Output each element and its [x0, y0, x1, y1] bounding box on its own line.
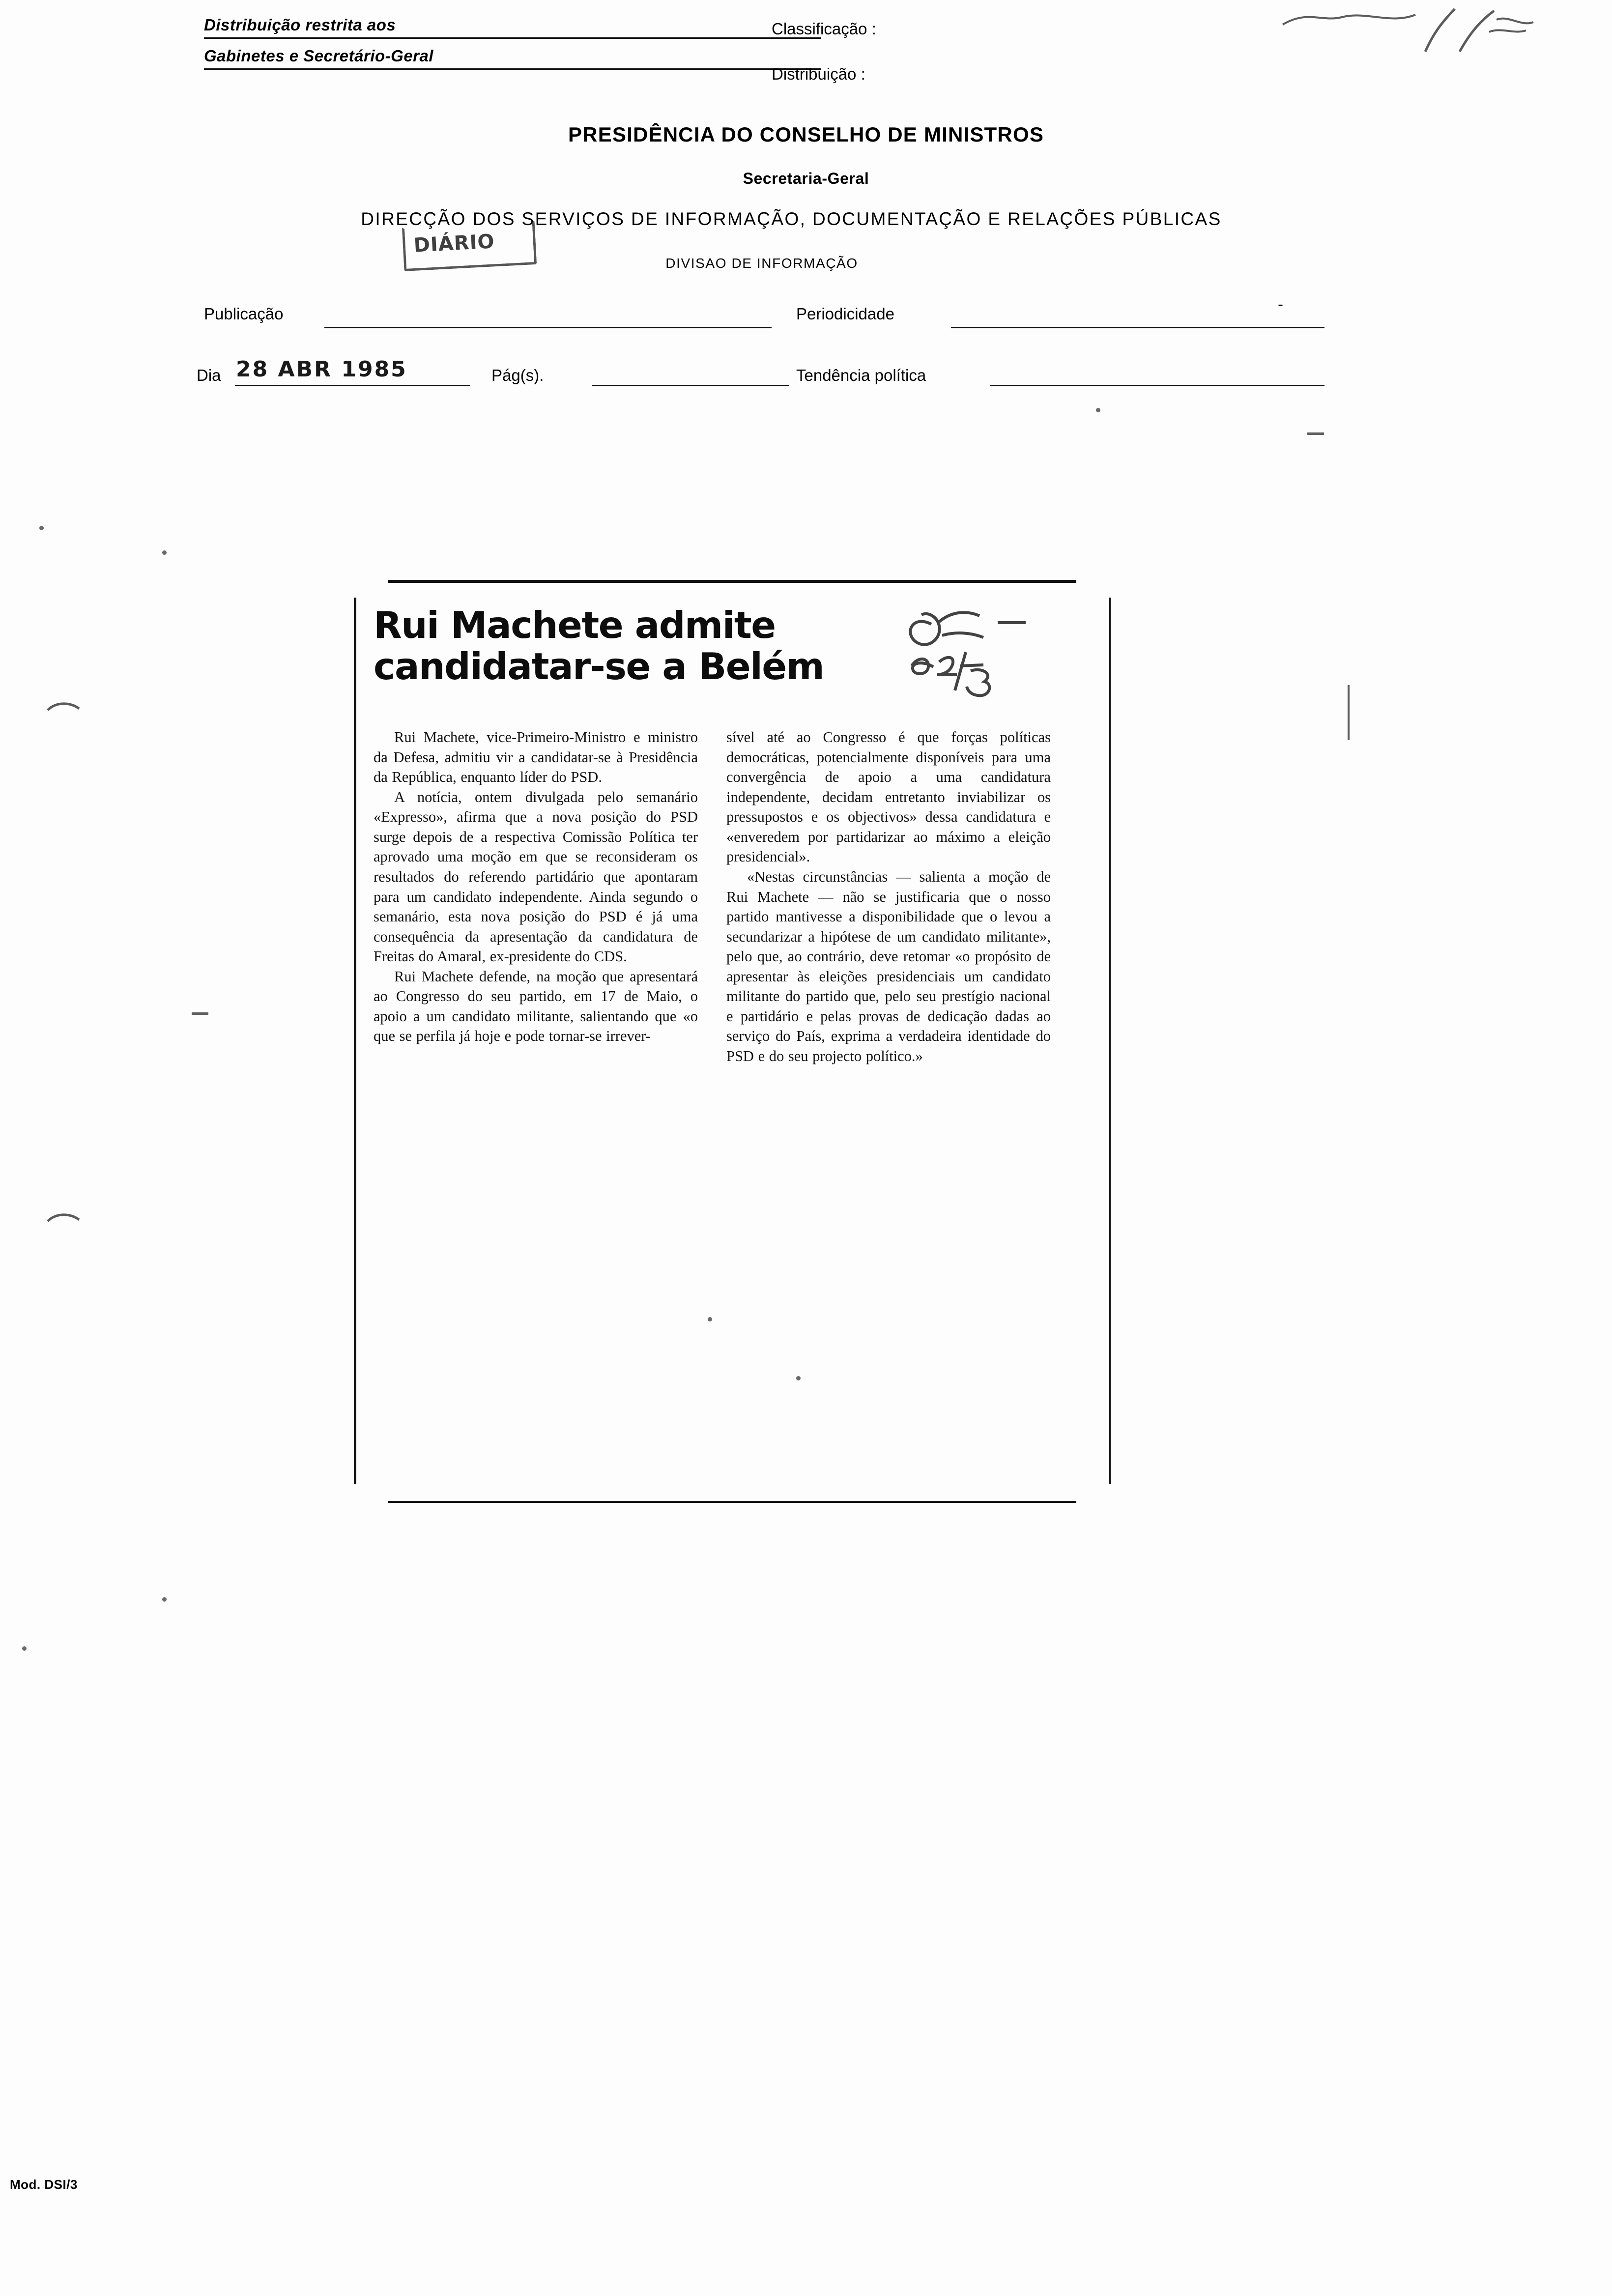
stray-mark: [1342, 683, 1356, 742]
stray-mark: [1096, 408, 1100, 412]
stray-mark: [192, 1012, 208, 1015]
article-columns: [374, 727, 1081, 1066]
stray-mark: [39, 526, 44, 530]
tendency-label: Tendência política: [796, 366, 926, 384]
periodicity-dash-mark: -: [1278, 295, 1283, 313]
publication-input-rule[interactable]: [324, 327, 772, 328]
paragraph: Rui Machete, vice-Primeiro-Ministro e ministro da Defesa, admitiu vir a candidatar-se à Presidência da República, enquanto líder do PSD.: [374, 729, 698, 786]
day-input-rule[interactable]: [235, 385, 470, 386]
handwritten-annotation-icon: [897, 597, 1059, 715]
stray-mark: [47, 1209, 81, 1229]
diario-stamp: [402, 220, 537, 271]
publication-label: Publicação: [204, 305, 284, 323]
stray-mark: [47, 698, 81, 718]
handwritten-scribble-icon: [1278, 5, 1543, 59]
clipping-bottom-rule: [388, 1501, 1076, 1503]
paragraph: Rui Machete defende, na moção que apresentará ao Congresso do seu partido, em 17 de Maio, o apoio a um candidato militante, salientando que «o que se perfila já hoje e pode tornar-se irrever-: [374, 968, 698, 1045]
headline-line-2: candidatar-se a Belém: [374, 645, 824, 688]
headline-line-1: Rui Machete admite: [374, 603, 776, 647]
classification-label: Classificação :: [772, 20, 876, 38]
form-code: Mod. DSI/3: [10, 2177, 78, 2192]
article-column-right: [726, 727, 1051, 1066]
day-value: 28 ABR 1985: [236, 357, 407, 382]
clipping-left-rule: [354, 598, 356, 1484]
organization-subtitle: Secretaria-Geral: [743, 170, 869, 187]
stray-mark: [162, 550, 167, 555]
pages-input-rule[interactable]: [592, 385, 789, 386]
division-title: DIVISAO DE INFORMAÇÃO: [665, 256, 858, 271]
stamp-text: DIÁRIO: [413, 230, 495, 257]
distribution-label: Distribuição :: [772, 65, 865, 83]
stray-mark: [22, 1646, 27, 1651]
stray-mark: [162, 1597, 167, 1602]
stray-mark: [1307, 432, 1324, 435]
article-column-left: [374, 727, 698, 1066]
pages-label: Pág(s).: [491, 366, 544, 384]
department-title: DIRECÇÃO DOS SERVIÇOS DE INFORMAÇÃO, DOCUMENTAÇÃO E RELAÇÕES PÚBLICAS: [361, 209, 1222, 229]
paragraph: sível até ao Congresso é que forças políticas democráticas, potencialmente disponíveis para uma convergência de apoio a uma candidatura independente, decidam entretanto inviabilizar os pressupostos e os objectivos» dessa candidatura e «enveredem por partidarizar ao máximo a eleição presidencial».: [726, 729, 1051, 865]
article-headline: [374, 604, 894, 687]
day-label: Dia: [197, 366, 221, 384]
organization-title: PRESIDÊNCIA DO CONSELHO DE MINISTROS: [568, 123, 1044, 146]
distribution-line-2: Gabinetes e Secretário-Geral: [204, 47, 821, 70]
distribution-line-1: Distribuição restrita aos: [204, 16, 821, 39]
periodicity-input-rule[interactable]: [951, 327, 1324, 328]
newspaper-clipping: [354, 580, 1111, 1514]
clipping-right-rule: [1109, 598, 1111, 1484]
paragraph: «Nestas circunstâncias — salienta a moção de Rui Machete — não se justificaria que o nosso partido mantivesse a disponibilidade que o levou a secundarizar a hipótese de um candidato militante», pelo que, ao contrário, deve retomar «o propósito de apresentar às eleições presidenciais um candidato militante do partido que, pelo seu prestígio nacional e partidário e pelas provas de dedicação dadas ao serviço do País, exprima a verdadeira identidade do PSD e do seu projecto político.»: [726, 868, 1051, 1064]
paragraph: A notícia, ontem divulgada pelo semanário «Expresso», afirma que a nova posição do PSD surge depois de a respectiva Comissão Política ter aprovado uma moção em que se reconsideram os resultados do referendo partidário que apontaram para um candidato independente. Ainda segundo o semanário, esta nova posição do PSD é já uma consequência da apresentação da candidatura de Freitas do Amaral, ex-presidente do CDS.: [374, 788, 698, 965]
tendency-input-rule[interactable]: [990, 385, 1324, 386]
periodicity-label: Periodicidade: [796, 305, 894, 323]
clipping-top-rule: [388, 580, 1076, 583]
distribution-restricted-block: [204, 16, 823, 70]
